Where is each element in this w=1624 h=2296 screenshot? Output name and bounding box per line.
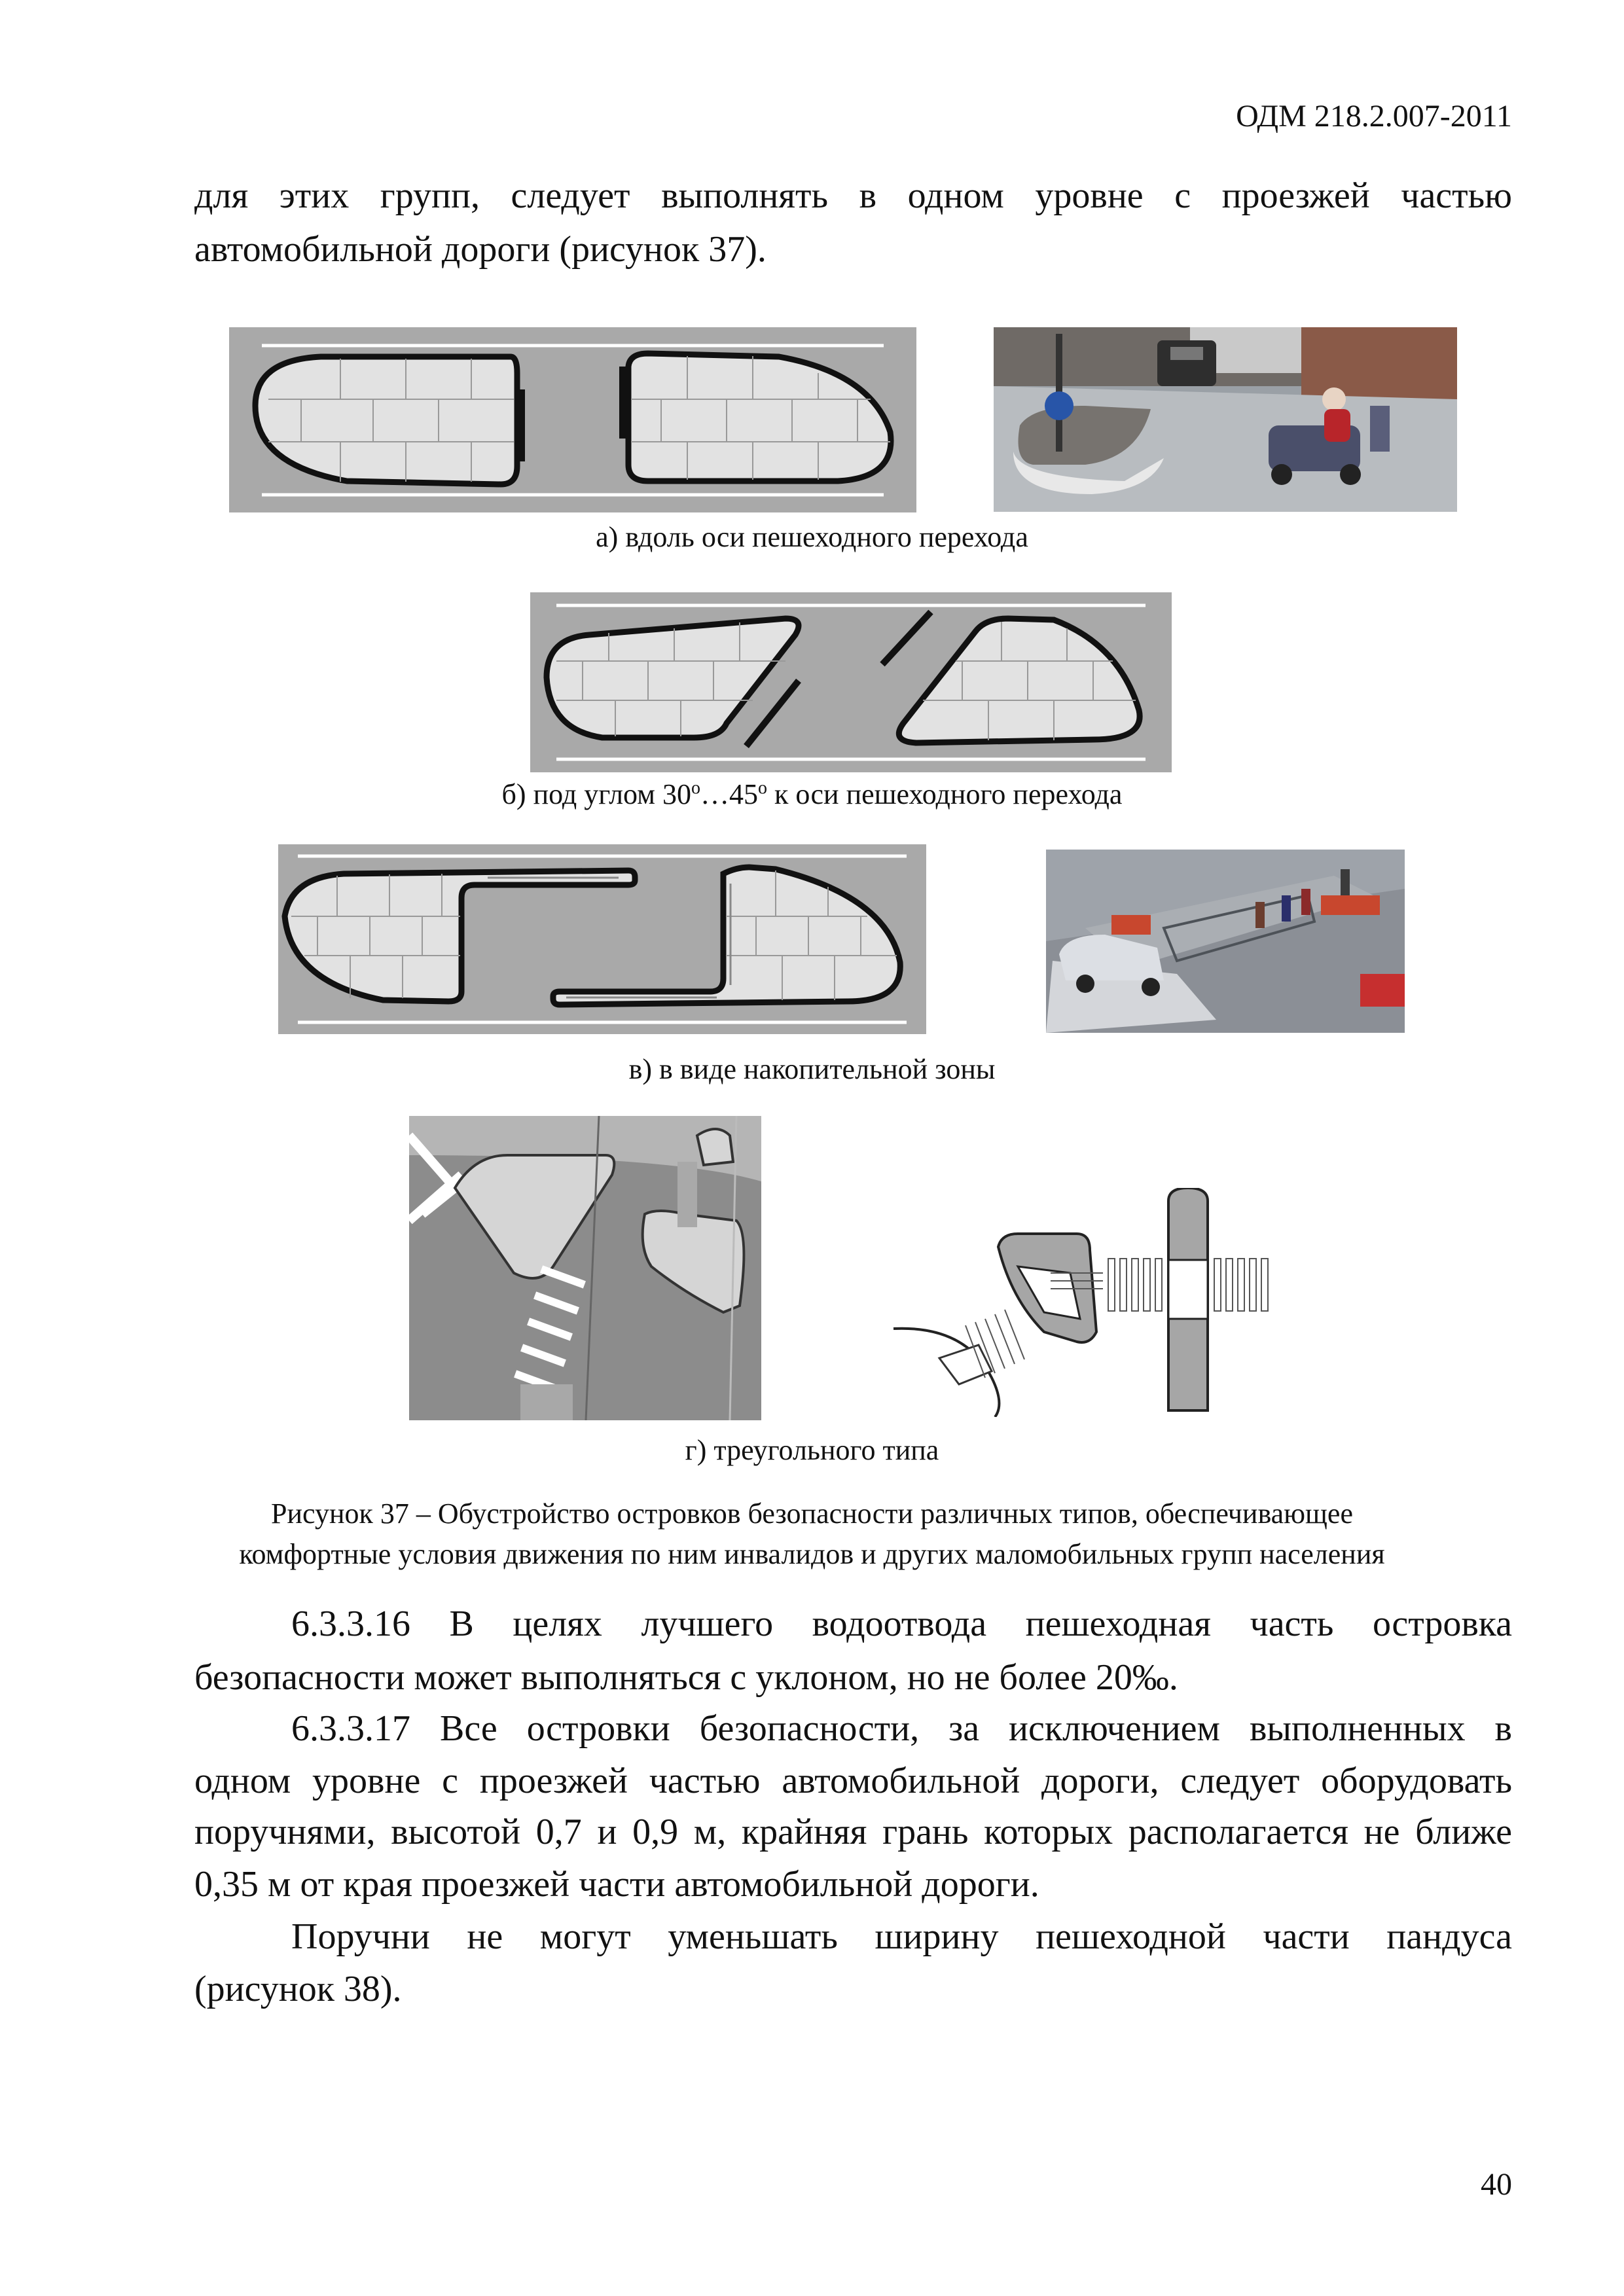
page-number: 40 <box>1481 2167 1512 2202</box>
paragraph-6-3-3-17-line-4: 0,35 м от края проезжей части автомобильной дороги. <box>194 1864 1039 1905</box>
caption-a: а) вдоль оси пешеходного перехода <box>596 521 1028 553</box>
schematic-d-triangular-island <box>887 1188 1293 1417</box>
paragraph-6-3-3-16-line-2: безопасности может выполняться с уклоном, но не более 20‰. <box>194 1657 1178 1698</box>
figure-title-line-2: комфортные условия движения по ним инвалидов и других маломобильных групп населения <box>239 1538 1385 1570</box>
illustration-c-storage-zone-3d <box>1046 850 1405 1033</box>
paragraph-6-3-3-17-line-3: поручнями, высотой 0,7 и 0,9 м, крайняя грань которых располагается не ближе <box>194 1812 1512 1852</box>
diagram-b-islands-angled <box>530 592 1172 772</box>
caption-c: в) в виде накопительной зоны <box>628 1053 996 1085</box>
caption-b-part-2: …45 <box>700 778 759 810</box>
paragraph-6-3-3-17-line-2: одном уровне с проезжей частью автомобильной дороги, следует оборудовать <box>194 1761 1512 1801</box>
paragraph-6-3-3-16-line-1: 6.3.3.16 В целях лучшего водоотвода пешеходная часть островка <box>291 1604 1512 1644</box>
paragraph-6-3-3-17-line-1: 6.3.3.17 Все островки безопасности, за исключением выполненных в <box>291 1708 1512 1749</box>
paragraph-handrails-line-2: (рисунок 38). <box>194 1969 402 2009</box>
intro-line-2: автомобильной дороги (рисунок 37). <box>194 229 767 270</box>
diagram-c-storage-zone <box>278 844 926 1034</box>
caption-b <box>0 778 1624 811</box>
paragraph-handrails-line-1: Поручни не могут уменьшать ширину пешеходной части пандуса <box>291 1916 1512 1957</box>
caption-d: г) треугольного типа <box>685 1434 939 1466</box>
caption-b-part-1: б) под углом 30 <box>501 778 692 810</box>
plan-d-triangular-islands <box>409 1116 761 1420</box>
degree-sign-1: о <box>691 778 701 798</box>
diagram-a-islands-along-axis <box>229 327 916 512</box>
caption-b-part-3: к оси пешеходного перехода <box>767 778 1123 810</box>
figure-title-line-1: Рисунок 37 – Обустройство островков безопасности различных типов, обеспечивающее <box>271 1498 1353 1530</box>
degree-sign-2: о <box>758 778 768 798</box>
intro-line-1: для этих групп, следует выполнять в одном уровне с проезжей частью <box>194 175 1512 216</box>
photo-a-island-with-scooter <box>994 327 1457 512</box>
document-code: ОДМ 218.2.007-2011 <box>1236 99 1512 134</box>
